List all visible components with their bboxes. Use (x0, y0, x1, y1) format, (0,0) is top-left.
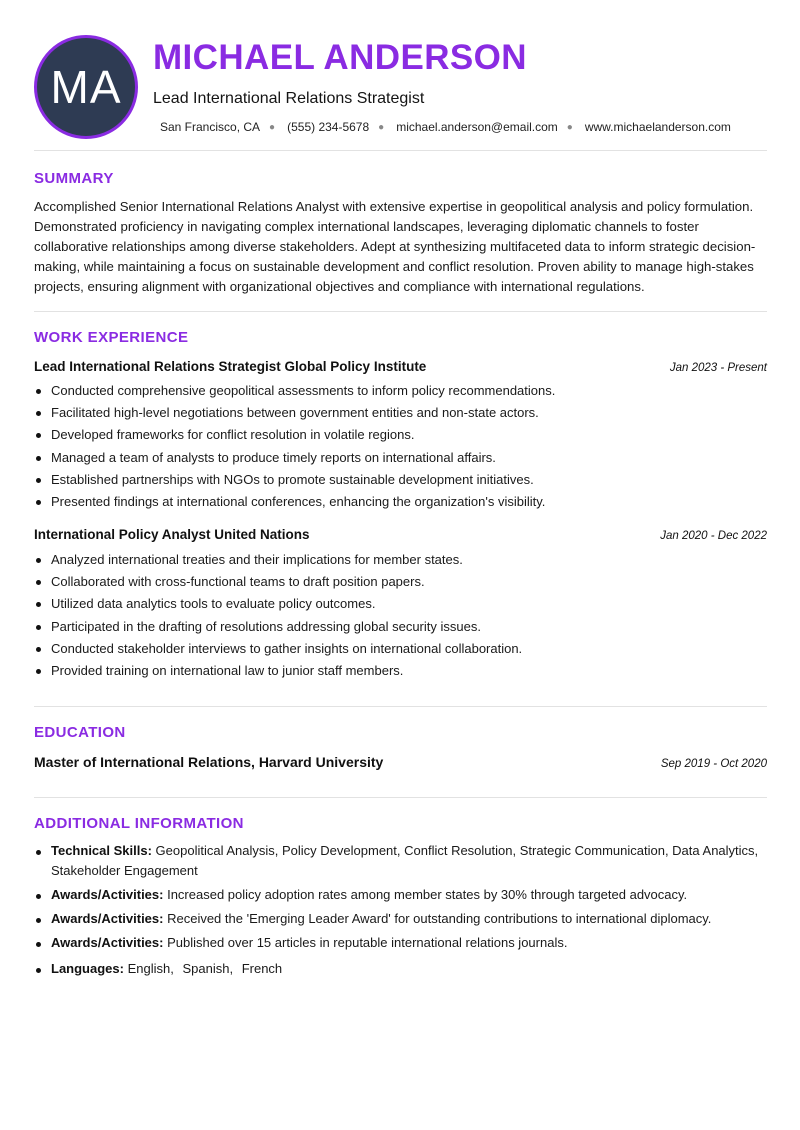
summary-heading: SUMMARY (34, 170, 114, 187)
divider (34, 311, 767, 312)
list-item (34, 933, 767, 953)
contact-email[interactable]: michael.anderson@email.com (396, 120, 558, 134)
list-item: Analyzed international treaties and their implications for member states. (34, 549, 767, 571)
contact-line (160, 120, 731, 134)
separator-dot-icon: ● (378, 121, 385, 133)
education-heading: EDUCATION (34, 724, 126, 741)
education-entry (34, 754, 767, 770)
language: English, (127, 961, 174, 976)
item-label: Technical Skills: (51, 843, 152, 858)
item-text: Geopolitical Analysis, Policy Development, Conflict Resolution, Strategic Communication, Data Analytics, Stakeholder Engagement (51, 843, 759, 878)
language: Spanish, (182, 961, 234, 976)
list-item (34, 841, 767, 881)
item-text: Published over 15 articles in reputable international relations journals. (167, 935, 568, 950)
list-item: Established partnerships with NGOs to promote sustainable development initiatives. (34, 469, 767, 491)
list-item: Provided training on international law to junior staff members. (34, 660, 767, 682)
additional-heading: ADDITIONAL INFORMATION (34, 815, 244, 832)
list-item: Presented findings at international conferences, enhancing the organization's visibility. (34, 491, 767, 513)
item-text: Increased policy adoption rates among member states by 30% through targeted advocacy. (167, 887, 688, 902)
language: French (241, 961, 283, 976)
contact-phone: (555) 234-5678 (287, 120, 370, 134)
divider (34, 150, 767, 151)
list-item: Utilized data analytics tools to evaluate policy outcomes. (34, 593, 767, 615)
list-item: Conducted comprehensive geopolitical assessments to inform policy recommendations. (34, 380, 767, 402)
list-item: Collaborated with cross-functional teams to draft position papers. (34, 571, 767, 593)
item-label: Awards/Activities: (51, 935, 164, 950)
job-header (34, 359, 767, 374)
avatar (34, 35, 138, 139)
education-dates: Sep 2019 - Oct 2020 (660, 758, 767, 770)
summary-text: Accomplished Senior International Relations Analyst with extensive expertise in geopolitical analysis and policy formulation. Demonstrated proficiency in navigating complex international landscapes, leveraging diplomatic channels to foster collaborative relationships among diverse stakeholders. Adept at synthesizing multifaceted data to inform strategic decision-making, while maintaining a focus on sustainable development and conflict resolution. Proven ability to manage high-stakes projects, ensuring alignment with organizational objectives and compliance with international regulations. (34, 199, 756, 294)
contact-website[interactable]: www.michaelanderson.com (584, 120, 731, 134)
job-dates: Jan 2023 - Present (669, 362, 767, 374)
list-item (34, 909, 767, 929)
item-label: Languages: (51, 961, 124, 976)
additional-list (34, 841, 767, 983)
avatar-initials: MA (50, 61, 122, 113)
item-text: Received the 'Emerging Leader Award' for outstanding contributions to international diplomacy. (167, 911, 712, 926)
candidate-name: MICHAEL ANDERSON (153, 38, 527, 77)
contact-location: San Francisco, CA (160, 120, 261, 134)
job-title: International Policy Analyst United Nations (34, 527, 310, 542)
list-item: Conducted stakeholder interviews to gather insights on international collaboration. (34, 638, 767, 660)
job-bullets (34, 549, 767, 682)
degree: Master of International Relations, Harvard University (34, 754, 384, 770)
job-bullets (34, 380, 767, 513)
experience-heading: WORK EXPERIENCE (34, 329, 189, 346)
list-item: Developed frameworks for conflict resolution in volatile regions. (34, 424, 767, 446)
item-label: Awards/Activities: (51, 887, 164, 902)
job-title: Lead International Relations Strategist Global Policy Institute (34, 359, 427, 374)
job-dates: Jan 2020 - Dec 2022 (660, 530, 767, 542)
divider (34, 706, 767, 707)
job-header (34, 527, 767, 542)
divider (34, 797, 767, 798)
separator-dot-icon: ● (566, 121, 573, 133)
candidate-role: Lead International Relations Strategist (153, 90, 425, 107)
list-item: Participated in the drafting of resolutions addressing global security issues. (34, 616, 767, 638)
separator-dot-icon: ● (269, 121, 276, 133)
list-item: Facilitated high-level negotiations between government entities and non-state actors. (34, 402, 767, 424)
list-item: Managed a team of analysts to produce timely reports on international affairs. (34, 447, 767, 469)
list-item (34, 885, 767, 905)
item-label: Awards/Activities: (51, 911, 164, 926)
list-item (34, 959, 767, 979)
